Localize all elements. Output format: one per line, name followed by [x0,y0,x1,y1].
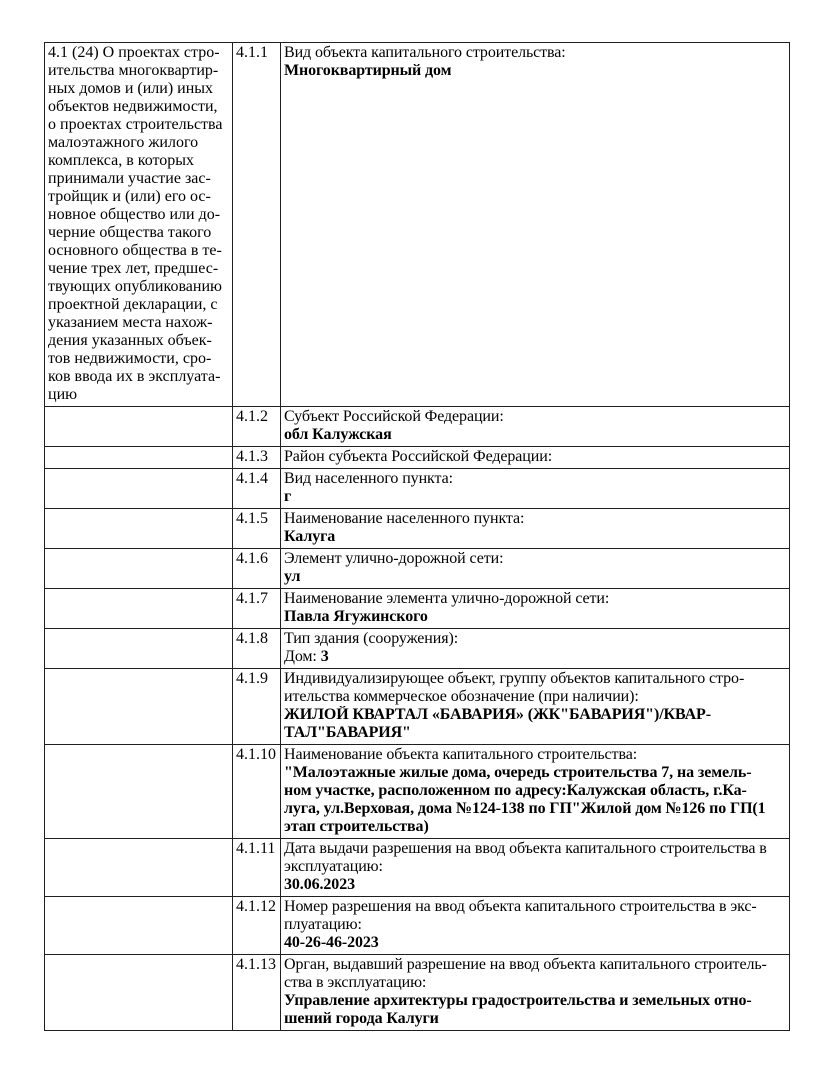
label-text: Элемент улично-дорожной сети: [284,550,504,567]
row-content-cell [281,955,790,1031]
empty-description-cell [45,745,233,839]
label-text: эксплуатацию: [284,858,383,875]
description-line [48,332,229,350]
table-row [45,955,790,1031]
label-text: цию [48,386,78,403]
empty-description-cell [45,447,233,469]
value-text: луга, ул.Верховая, дома №124-138 по ГП"Жилой дом №126 по ГП(1 [284,800,766,817]
project-declaration-table [44,42,790,1031]
label-text: черние общества такого [48,224,212,241]
table-row [45,509,790,549]
description-line [48,224,229,242]
description-line [48,62,229,80]
content-line [284,448,786,466]
table-row [45,629,790,669]
value-text: ном участке, расположенном по адресу:Калужская область, г.Ка- [284,782,747,799]
row-content-cell [281,589,790,629]
content-line [284,608,786,626]
content-line [284,934,786,952]
content-line [284,746,786,764]
row-number-cell: 4.1.2 [233,407,281,447]
empty-description-cell [45,955,233,1031]
description-line [48,152,229,170]
label-text: Наименование элемента улично-дорожной сети: [284,590,610,607]
description-line [48,386,229,404]
row-content-cell [281,407,790,447]
content-line [284,648,786,666]
content-line [284,408,786,426]
label-text: новное общество или до- [48,206,221,223]
label-text: Номер разрешения на ввод объекта капитального строительства в экс- [284,898,757,915]
value-text: Многоквартирный дом [284,62,452,79]
label-text: Наименование населенного пункта: [284,510,525,527]
row-number-cell: 4.1.12 [233,897,281,955]
label-text: основного общества в те- [48,242,222,259]
value-text: Павла Ягужинского [284,608,428,625]
row-content-cell [281,897,790,955]
content-line [284,876,786,894]
label-text: комплекса, в которых [48,152,195,169]
content-line [284,800,786,818]
label-text: малоэтажного жилого [48,134,199,151]
label-text: твующих опубликованию [48,278,222,295]
row-content-cell [281,745,790,839]
row-number-cell: 4.1.4 [233,469,281,509]
description-line [48,350,229,368]
content-line [284,858,786,876]
description-line [48,296,229,314]
row-content-cell [281,43,790,407]
description-line [48,314,229,332]
empty-description-cell [45,407,233,447]
value-text: ТАЛ"БАВАРИЯ" [284,724,411,741]
label-text: ительства многоквартир- [48,62,219,79]
value-text: 40-26-46-2023 [284,934,379,951]
label-text: дения указанных объек- [48,332,212,349]
description-line [48,260,229,278]
row-number-cell: 4.1.3 [233,447,281,469]
table-row [45,43,790,407]
content-line [284,488,786,506]
row-content-cell [281,629,790,669]
value-text: 3 [320,648,329,665]
label-text: Дом: [284,648,321,665]
table-row [45,469,790,509]
description-line [48,98,229,116]
label-text: Орган, выдавший разрешение на ввод объекта капитального строитель- [284,956,767,973]
label-text: Тип здания (сооружения): [284,630,459,647]
content-line [284,44,786,62]
row-number-cell: 4.1.6 [233,549,281,589]
empty-description-cell [45,549,233,589]
row-number-cell: 4.1.11 [233,839,281,897]
label-text: проектной декларации, с [48,296,218,313]
value-text: шений города Калуги [284,1010,439,1027]
value-text: г [284,488,292,505]
content-line [284,916,786,934]
content-line [284,426,786,444]
description-line [48,242,229,260]
description-line [48,80,229,98]
table-body [45,43,790,1031]
label-text: плуатацию: [284,916,362,933]
value-text: Калуга [284,528,336,545]
description-line [48,188,229,206]
value-text: обл Калужская [284,426,392,443]
description-line [48,134,229,152]
row-number-cell: 4.1.7 [233,589,281,629]
label-text: ных домов и (или) иных [48,80,214,97]
label-text: Вид населенного пункта: [284,470,453,487]
label-text: ительства коммерческое обозначение (при наличии): [284,688,639,705]
label-text: о проектах строительства [48,116,223,133]
content-line [284,470,786,488]
content-line [284,688,786,706]
content-line [284,550,786,568]
value-text: 30.06.2023 [284,876,356,893]
table-row [45,669,790,745]
row-content-cell [281,669,790,745]
label-text: чение трех лет, предшес- [48,260,219,277]
row-content-cell [281,839,790,897]
row-content-cell [281,469,790,509]
content-line [284,528,786,546]
content-line [284,62,786,80]
content-line [284,840,786,858]
content-line [284,974,786,992]
empty-description-cell [45,629,233,669]
value-text: Управление архитектуры градостроительства и земельных отно- [284,992,752,1009]
row-number-cell: 4.1.10 [233,745,281,839]
label-text: принимали участие зас- [48,170,211,187]
label-text: Субъект Российской Федерации: [284,408,504,425]
description-line [48,206,229,224]
table-row [45,549,790,589]
table-row [45,589,790,629]
row-content-cell [281,509,790,549]
row-content-cell [281,549,790,589]
content-line [284,706,786,724]
content-line [284,898,786,916]
section-description-cell [45,43,233,407]
content-line [284,764,786,782]
row-number-cell: 4.1.8 [233,629,281,669]
empty-description-cell [45,839,233,897]
table-row [45,447,790,469]
content-line [284,992,786,1010]
description-line [48,170,229,188]
description-line [48,278,229,296]
row-number-cell: 4.1.13 [233,955,281,1031]
content-line [284,568,786,586]
content-line [284,670,786,688]
label-text: ков ввода их в эксплуата- [48,368,221,385]
value-text: ЖИЛОЙ КВАРТАЛ «БАВАРИЯ» (ЖК"БАВАРИЯ")/КВАР- [284,706,711,723]
value-text: "Малоэтажные жилые дома, очередь строительства 7, на земель- [284,764,752,781]
label-text: тов недвижимости, сро- [48,350,212,367]
content-line [284,956,786,974]
label-text: 4.1 (24) О проектах стро- [48,44,220,61]
content-line [284,724,786,742]
table-row [45,897,790,955]
description-line [48,368,229,386]
value-text: ул [284,568,301,585]
label-text: Наименование объекта капитального строительства: [284,746,638,763]
content-line [284,510,786,528]
label-text: Район субъекта Российской Федерации: [284,448,553,465]
empty-description-cell [45,469,233,509]
label-text: Индивидуализирующее объект, группу объектов капитального стро- [284,670,745,687]
empty-description-cell [45,669,233,745]
label-text: Дата выдачи разрешения на ввод объекта капитального строительства в [284,840,767,857]
description-line [48,44,229,62]
content-line [284,818,786,836]
value-text: этап строительства) [284,818,429,835]
label-text: указанием места нахож- [48,314,213,331]
table-row [45,407,790,447]
label-text: ства в эксплуатацию: [284,974,427,991]
content-line [284,782,786,800]
empty-description-cell [45,897,233,955]
table-row [45,745,790,839]
row-number-cell: 4.1.9 [233,669,281,745]
empty-description-cell [45,509,233,549]
description-line [48,116,229,134]
empty-description-cell [45,589,233,629]
table-row [45,839,790,897]
label-text: Вид объекта капитального строительства: [284,44,566,61]
row-content-cell [281,447,790,469]
row-number-cell: 4.1.1 [233,43,281,407]
content-line [284,590,786,608]
label-text: тройщик и (или) его ос- [48,188,211,205]
label-text: объектов недвижимости, [48,98,218,115]
content-line [284,630,786,648]
row-number-cell: 4.1.5 [233,509,281,549]
content-line [284,1010,786,1028]
